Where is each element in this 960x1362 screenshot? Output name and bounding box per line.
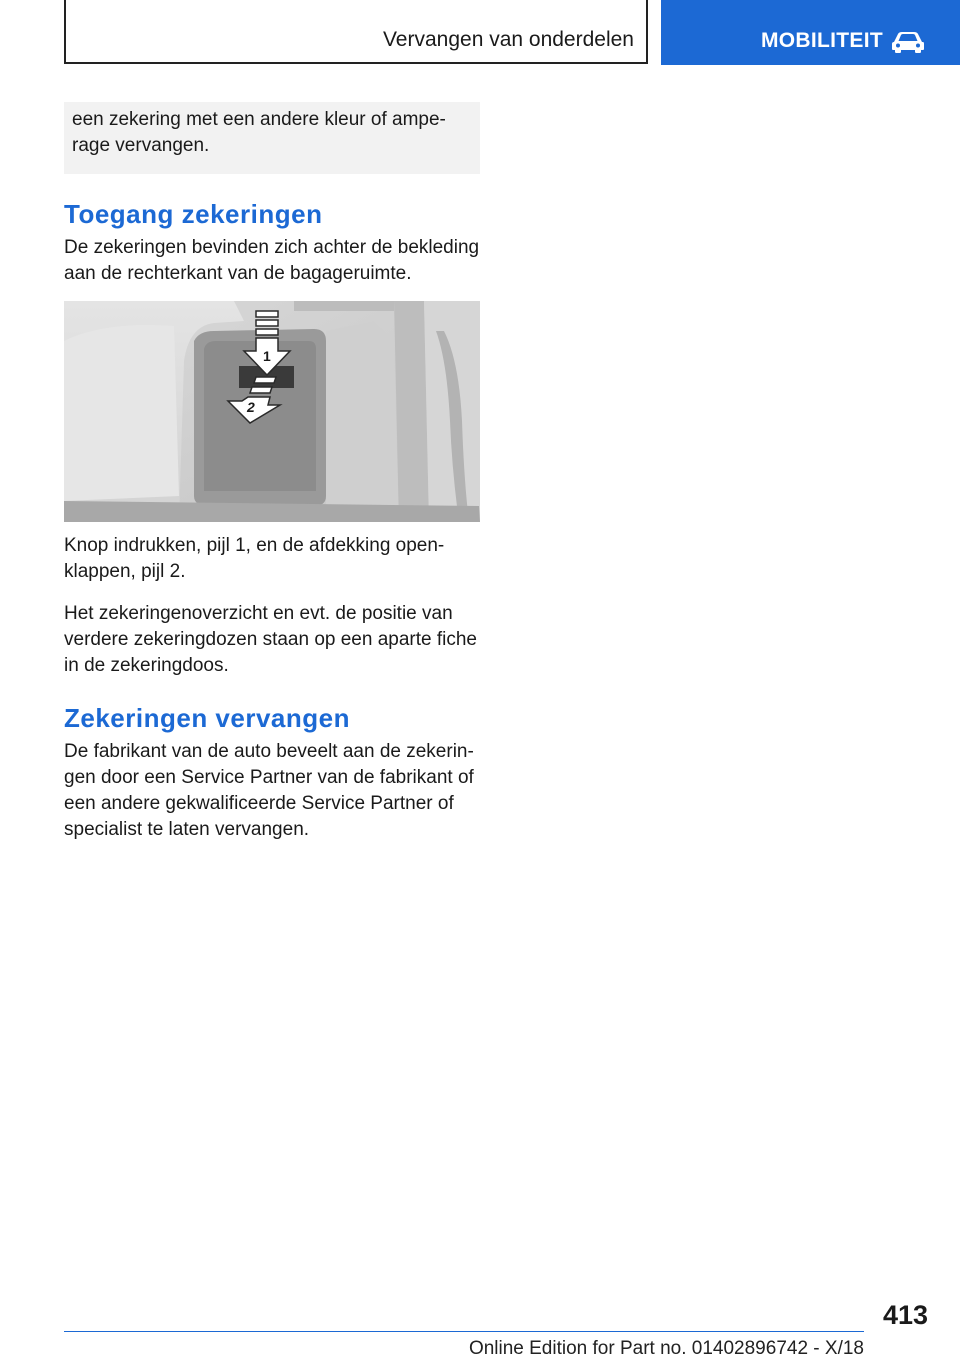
callout-2: 2 bbox=[247, 399, 255, 415]
paragraph-overview bbox=[64, 601, 484, 679]
paragraph-line: De fabrikant van de auto beveelt aan de zekerin- bbox=[64, 741, 474, 762]
paragraph-line: Knop indrukken, pijl 1, en de afdekking open- bbox=[64, 535, 445, 556]
paragraph-instructions bbox=[64, 533, 484, 585]
paragraph-line: De zekeringen bevinden zich achter de bekleding bbox=[64, 237, 480, 258]
page-number: 413 bbox=[882, 1300, 928, 1330]
paragraph-location bbox=[64, 235, 484, 287]
paragraph-line: verdere zekeringdozen staan op een aparte fiche bbox=[64, 629, 477, 650]
heading-toegang-zekeringen: Toegang zekeringen bbox=[64, 199, 323, 229]
paragraph-line: in de zekeringdoos. bbox=[64, 655, 229, 676]
note-box bbox=[64, 102, 480, 174]
callout-1: 1 bbox=[263, 348, 271, 364]
paragraph-line: klappen, pijl 2. bbox=[64, 561, 186, 582]
chapter-title: Vervangen van onderdelen bbox=[382, 28, 634, 51]
footer-divider bbox=[64, 1331, 864, 1332]
header-section-tab bbox=[661, 0, 960, 65]
paragraph-line: aan de rechterkant van de bagageruimte. bbox=[64, 263, 412, 284]
note-line-1: een zekering met een andere kleur of ampe- bbox=[72, 109, 446, 130]
paragraph-replace bbox=[64, 739, 484, 843]
car-icon bbox=[891, 30, 925, 54]
fuse-cover-figure bbox=[64, 301, 480, 522]
heading-zekeringen-vervangen: Zekeringen vervangen bbox=[64, 703, 350, 733]
paragraph-line: specialist te laten vervangen. bbox=[64, 819, 310, 840]
paragraph-line: Het zekeringenoverzicht en evt. de positie van bbox=[64, 603, 453, 624]
footer-edition-text: Online Edition for Part no. 01402896742 - X/18 bbox=[468, 1338, 864, 1359]
note-line-2: rage vervangen. bbox=[72, 135, 210, 156]
section-title: MOBILITEIT bbox=[761, 29, 883, 52]
paragraph-line: gen door een Service Partner van de fabrikant of bbox=[64, 767, 474, 788]
paragraph-line: een andere gekwalificeerde Service Partner of bbox=[64, 793, 454, 814]
header-chapter-box bbox=[64, 0, 648, 64]
